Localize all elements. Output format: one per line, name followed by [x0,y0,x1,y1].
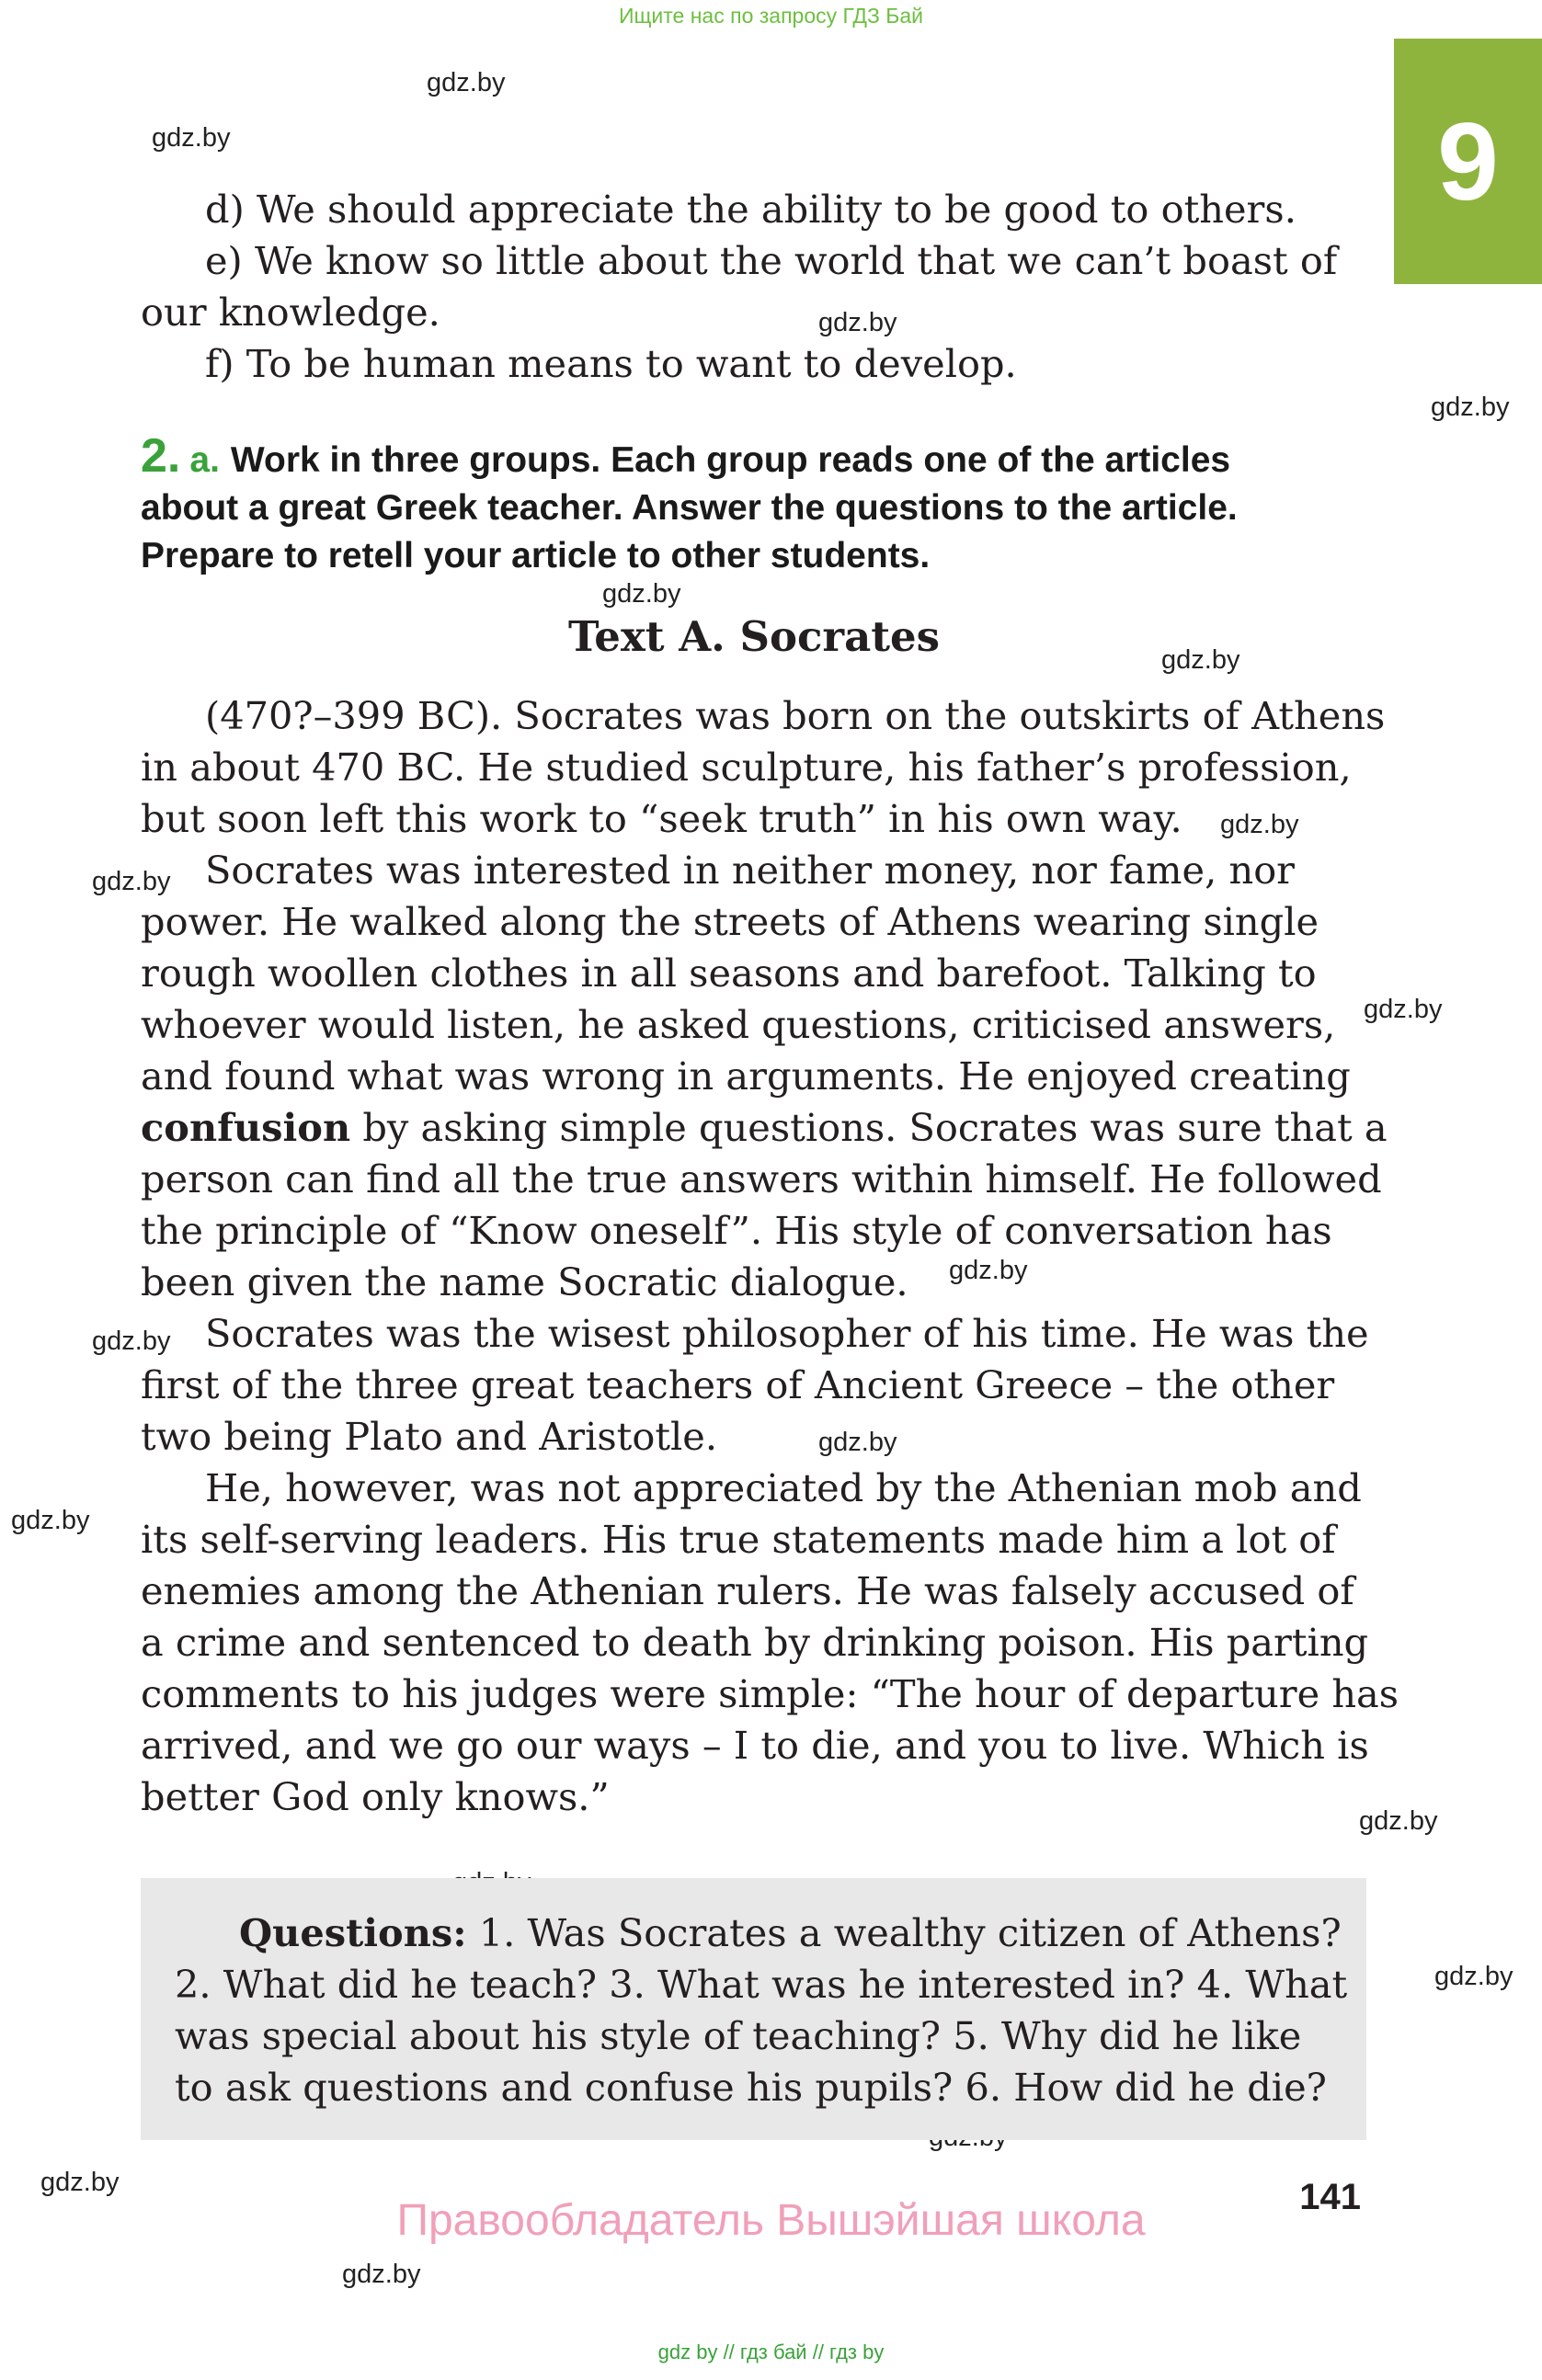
list-item: e) We know so little about the world that we can’t boast of [205,238,1338,283]
questions-line: was special about his style of teaching? 5. Why did he like [175,2013,1302,2058]
list-item: our knowledge. [141,290,440,335]
watermark: gdz.by [818,1428,897,1457]
article-line [141,1102,1388,1154]
task-line: about a great Greek teacher. Answer the questions to the article. [141,488,1238,528]
article-line: its self-serving leaders. His true statements made him a lot of [141,1517,1336,1562]
article-line: arrived, and we go our ways – I to die, and you to live. Which is [141,1723,1369,1768]
copyright: Правообладатель Вышэйшая школа [396,2196,1146,2245]
watermark: gdz.by [1431,393,1510,422]
article-line: but soon left this work to “seek truth” in his own way. [141,796,1182,841]
watermark: gdz.by [1220,810,1299,839]
questions-line [239,1907,1342,1959]
article-line: in about 470 BC. He studied sculpture, his father’s profession, [141,745,1352,790]
article-line: whoever would listen, he asked questions, criticised answers, [141,1002,1336,1047]
article-line: two being Plato and Aristotle. [141,1414,718,1459]
article-line: comments to his judges were simple: “The hour of departure has [141,1671,1399,1716]
article-line: better God only knows.” [141,1774,610,1819]
article-line: been given the name Socratic dialogue. [141,1259,908,1304]
article-line: power. He walked along the streets of Athens wearing single [141,899,1319,944]
chapter-number: 9 [1437,99,1499,223]
article-line: person can find all the true answers within himself. He followed [141,1156,1382,1201]
keyword-confusion: confusion [141,1105,351,1150]
watermark: gdz.by [1364,995,1443,1024]
bottom-links[interactable]: gdz by // гдз бай // гдз by [657,2340,885,2363]
article-line-rest: by asking simple questions. Socrates was sure that a [362,1105,1388,1150]
top-banner: Ищите нас по запросу ГДЗ Бай [618,4,924,28]
watermark: gdz.by [92,1327,171,1356]
article-line: Socrates was the wisest philosopher of his time. He was the [205,1311,1369,1356]
questions-line: to ask questions and confuse his pupils? 6. How did he die? [175,2065,1327,2110]
watermark: gdz.by [1161,645,1240,675]
article-line: and found what was wrong in arguments. He enjoyed creating [141,1053,1351,1099]
watermark: gdz.by [949,1256,1028,1285]
chapter-tab [1394,39,1542,284]
article-line: rough woollen clothes in all seasons and barefoot. Talking to [141,951,1317,996]
watermark: gdz.by [11,1506,90,1535]
article-line: the principle of “Know oneself”. His style of conversation has [141,1208,1332,1253]
watermark: gdz.by [40,2168,120,2197]
task-line: Prepare to retell your article to other students. [141,536,931,575]
article-line: He, however, was not appreciated by the Athenian mob and [205,1465,1362,1510]
article-line: Socrates was interested in neither money, nor fame, nor [205,848,1296,893]
watermark: gdz.by [818,308,897,337]
watermark: gdz.by [342,2260,421,2289]
article-line: a crime and sentenced to death by drinking poison. His parting [141,1620,1369,1665]
article-line: first of the three great teachers of Ancient Greece – the other [141,1362,1335,1407]
task-letter: a. [189,440,220,480]
question-text: 1. Was Socrates a wealthy citizen of Athens? [478,1910,1342,1955]
watermark: gdz.by [427,68,506,97]
watermark: gdz.by [92,867,171,896]
watermark: gdz.by [152,123,231,153]
article-line: enemies among the Athenian rulers. He was falsely accused of [141,1568,1354,1613]
questions-label: Questions: [239,1910,467,1955]
list-item: d) We should appreciate the ability to be good to others. [205,187,1296,232]
article-title: Text A. Socrates [567,612,940,661]
task-number: 2. [141,429,181,483]
watermark: gdz.by [1434,1962,1513,1991]
task-instructions [141,429,1368,580]
watermark: gdz.by [602,579,681,609]
watermark: gdz.by [1359,1806,1438,1836]
questions-line: 2. What did he teach? 3. What was he interested in? 4. What [175,1962,1348,2007]
page-number: 141 [1299,2177,1361,2217]
list-item: f) To be human means to want to develop. [205,341,1017,386]
task-line: Work in three groups. Each group reads one of the articles [230,440,1231,480]
article-line: (470?–399 BC). Socrates was born on the outskirts of Athens [205,693,1386,738]
